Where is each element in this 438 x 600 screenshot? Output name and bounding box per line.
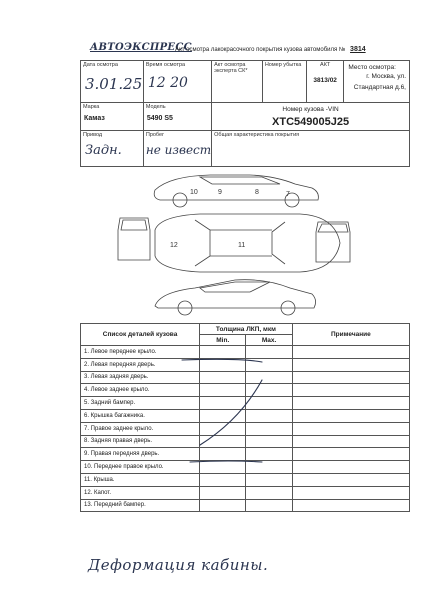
act-title-text: Акт осмотра лакокрасочного покрытия кузова автомобиля № (175, 47, 346, 53)
act-number: 3814 (350, 46, 366, 53)
part-name: 12. Капот. (81, 486, 200, 499)
mileage-label: Пробег (145, 132, 165, 138)
vin-value: XTC549005J25 (272, 116, 350, 128)
col-min-header: Min. (200, 335, 246, 346)
panel-number: 8 (255, 189, 259, 196)
brand-value: Камаз (84, 115, 105, 122)
lot-label: Номер убытка (264, 62, 302, 68)
drive-value: Задн. (85, 143, 122, 158)
company-logo: АВТОЭКСПРЕСС (90, 42, 192, 53)
part-name: 7. Правое заднее крыло. (81, 422, 200, 435)
general-label: Общая характеристика покрытия (214, 132, 300, 138)
brand-label: Марка (83, 104, 100, 110)
part-name: 6. Крышка багажника. (81, 409, 200, 422)
part-name: 1. Левое переднее крыло. (81, 346, 200, 359)
act-value: 3813/02 (313, 77, 337, 84)
part-name: 3. Левая задняя дверь. (81, 371, 200, 384)
part-name: 10. Переднее правое крыло. (81, 461, 200, 474)
act-label: АКТ (320, 62, 331, 68)
panel-number: 12 (170, 242, 178, 249)
part-name: 4. Левое заднее крыло. (81, 384, 200, 397)
handwritten-note: Деформация кабины. (88, 556, 269, 574)
part-name: 5. Задний бампер. (81, 397, 200, 410)
drive-label: Привод (83, 132, 103, 138)
part-name: 8. Задняя правая дверь. (81, 435, 200, 448)
model-label: Модель (145, 104, 166, 110)
place-value: г. Москва, ул. Стандартная д.6, (353, 73, 406, 91)
part-name: 9. Правая передняя дверь. (81, 448, 200, 461)
part-name: 11. Крыша. (81, 473, 200, 486)
panel-number: 9 (218, 189, 222, 196)
col-list-header: Список деталей кузова (81, 324, 200, 346)
panel-number: 10 (190, 189, 198, 196)
inspection-time-value: 12 20 (147, 75, 188, 91)
col-max-header: Max. (246, 335, 292, 346)
inspection-date-value: 3.01.25 (85, 75, 143, 93)
panel-number: 7 (286, 191, 290, 198)
model-value: 5490 S5 (146, 115, 173, 122)
panel-number: 11 (238, 242, 246, 249)
mileage-value: не извест (145, 143, 212, 157)
inspection-date-label: Дата осмотра (83, 62, 118, 68)
place-label: Место осмотра: (348, 64, 396, 71)
col-note-header: Примечание (292, 324, 409, 346)
expert-act-label: Акт осмотра эксперта СК* (214, 62, 248, 74)
inspection-time-label: Время осмотра (145, 62, 186, 68)
part-name: 2. Левая передняя дверь. (81, 358, 200, 371)
col-thickness-header: Толщина ЛКП, мкм (200, 324, 293, 335)
vin-label: Номер кузова -VIN (282, 106, 339, 113)
part-name: 13. Передний бампер. (81, 499, 200, 512)
